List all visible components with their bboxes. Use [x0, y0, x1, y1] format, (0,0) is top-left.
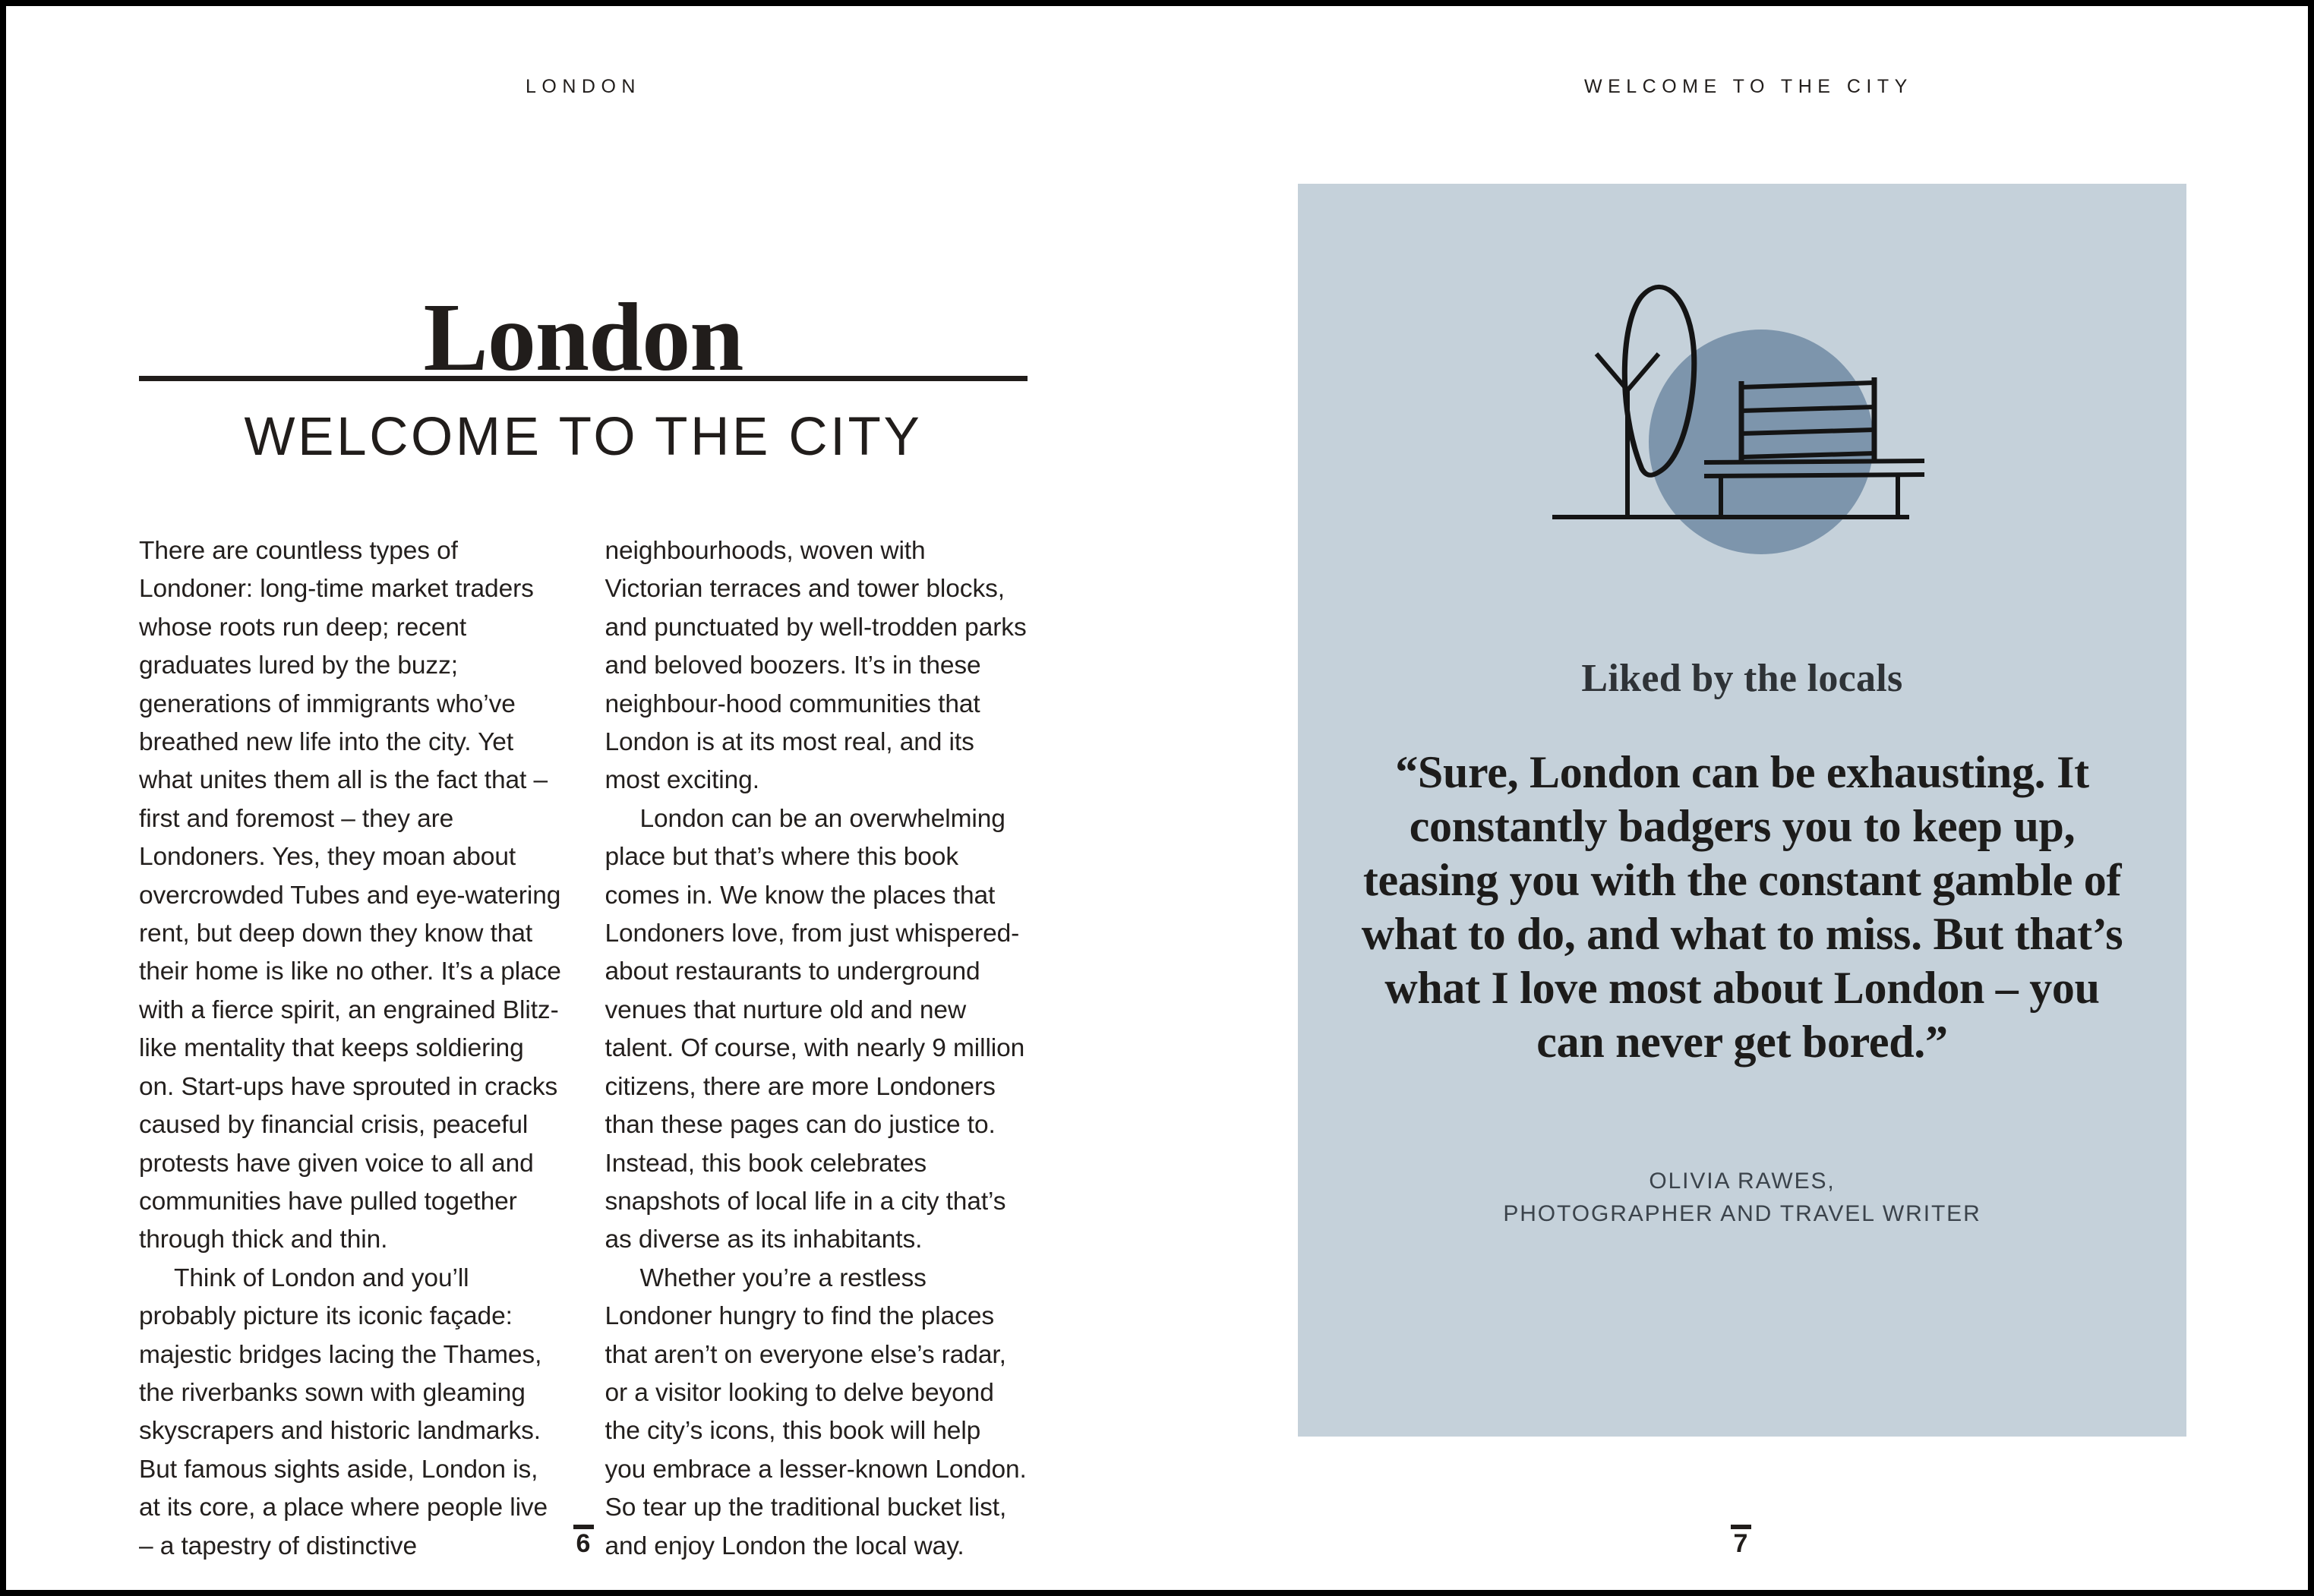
page-title: London: [423, 283, 743, 391]
page-number: 6: [576, 1529, 591, 1558]
paragraph: London can be an overwhelming place but that’s where this book comes in. We know the places that Londoners love, from just whispered-about restaurants to underground venues that nurture old and new talent. Of course, with nearly 9 million citizens, there are more Londoners than these pages can do justice to. Instead, this book celebrates snapshots of local life in a city that’s as diverse as its inhabitants.: [605, 804, 1025, 1254]
body-columns: [139, 532, 1028, 1566]
bench-seat-top: [1704, 461, 1924, 462]
quote-attribution: [1298, 1165, 2186, 1230]
folio-right: [1710, 1525, 1771, 1557]
tree-branch-right: [1627, 354, 1659, 390]
body-column-left: [139, 532, 562, 1566]
title-block: [139, 283, 1028, 468]
tree-and-bench-illustration: [1530, 260, 1955, 563]
running-head-left: LONDON: [526, 76, 641, 97]
quote-text: “Sure, London can be exhausting. It constantly badgers you to keep up, teasing you with the constant gamble of what to do, and what to miss. But that’s what I love most about London – you can never get bored.”: [1361, 747, 2123, 1067]
attribution-role: PHOTOGRAPHER AND TRAVEL WRITER: [1503, 1201, 1981, 1226]
paragraph: Whether you’re a restless Londoner hungry to find the places that aren’t on everyone else’s radar, or a visitor looking to delve beyond the city’s icons, this book will help you embrace a lesser-known London. So tear up the traditional bucket list, and enjoy London the local way.: [605, 1263, 1027, 1560]
page-number: 7: [1733, 1529, 1748, 1558]
running-head-right: WELCOME TO THE CITY: [1584, 76, 1913, 97]
bench-seat-bottom: [1704, 475, 1924, 476]
paragraph: neighbourhoods, woven with Victorian terraces and tower blocks, and punctuated by well-trodden parks and beloved boozers. It’s in these neighbour-hood communities that London is at its most real, and its most exciting.: [605, 537, 1027, 795]
paragraph: There are countless types of Londoner: long-time market traders whose roots run deep; recent graduates lured by the buzz; generations of immigrants who’ve breathed new life into the city. Yet what unites them all is the fact that – first and foremost – they are Londoners. Yes, they moan about overcrowded Tubes and eye-watering rent, but deep down they know that their home is like no other. It’s a place with a fierce spirit, an engrained Blitz-like mentality that keeps soldiering on. Start-ups have sprouted in cracks caused by financial crisis, peaceful protests have given voice to all and communities have pulled together through thick and thin.: [139, 537, 561, 1254]
left-page: [6, 6, 1163, 1596]
page-subtitle: WELCOME TO THE CITY: [244, 406, 923, 467]
attribution-name: OLIVIA RAWES,: [1649, 1169, 1836, 1194]
folio-left: [553, 1525, 614, 1557]
paragraph: Think of London and you’ll probably picture its iconic façade: majestic bridges lacing the Thames, the riverbanks sown with gleaming skyscrapers and historic landmarks. But famous sights aside, London is, at its core, a place where people live – a tapestry of distinctive: [139, 1263, 548, 1560]
quote-panel: [1298, 184, 2186, 1437]
right-page: [1163, 6, 2314, 1596]
body-column-right: [605, 532, 1028, 1566]
quote-heading: Liked by the locals: [1581, 657, 1903, 700]
